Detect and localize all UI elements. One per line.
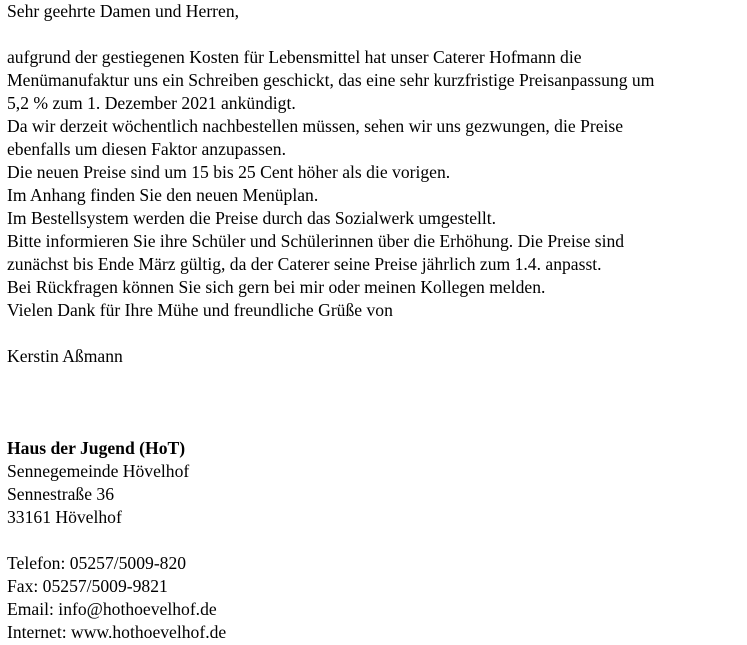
spacer	[7, 322, 745, 345]
body-line: Da wir derzeit wöchentlich nachbestellen müssen, sehen wir uns gezwungen, die Preise	[7, 116, 624, 136]
signature-name: Kerstin Aßmann	[7, 346, 123, 366]
spacer	[7, 23, 745, 46]
organization-city: 33161 Hövelhof	[7, 507, 122, 527]
body-line: Menümanufaktur uns ein Schreiben geschickt, das eine sehr kurzfristige Preisanpassung um	[7, 70, 655, 90]
email-document	[7, 0, 745, 644]
contact-block	[7, 552, 745, 644]
organization-block	[7, 437, 745, 529]
body-line: aufgrund der gestiegenen Kosten für Lebensmittel hat unser Caterer Hofmann die	[7, 47, 582, 67]
contact-fax: Fax: 05257/5009-9821	[7, 576, 168, 596]
salutation: Sehr geehrte Damen und Herren,	[7, 1, 240, 21]
organization-name: Haus der Jugend (HoT)	[7, 438, 186, 458]
spacer	[7, 529, 745, 552]
body-line: Vielen Dank für Ihre Mühe und freundliche Grüße von	[7, 300, 393, 320]
body-line: ebenfalls um diesen Faktor anzupassen.	[7, 139, 286, 159]
body-line: Im Anhang finden Sie den neuen Menüplan.	[7, 185, 319, 205]
body-line: Bei Rückfragen können Sie sich gern bei mir oder meinen Kollegen melden.	[7, 277, 546, 297]
letter-body	[7, 46, 745, 322]
body-line: Bitte informieren Sie ihre Schüler und Schülerinnen über die Erhöhung. Die Preise sind	[7, 231, 625, 251]
body-line: Die neuen Preise sind um 15 bis 25 Cent höher als die vorigen.	[7, 162, 451, 182]
body-line: 5,2 % zum 1. Dezember 2021 ankündigt.	[7, 93, 296, 113]
body-line: zunächst bis Ende März gültig, da der Caterer seine Preise jährlich zum 1.4. anpasst.	[7, 254, 602, 274]
spacer	[7, 368, 745, 437]
contact-phone: Telefon: 05257/5009-820	[7, 553, 187, 573]
contact-web: Internet: www.hothoevelhof.de	[7, 622, 227, 642]
organization-municipality: Sennegemeinde Hövelhof	[7, 461, 190, 481]
body-line: Im Bestellsystem werden die Preise durch das Sozialwerk umgestellt.	[7, 208, 497, 228]
contact-email: Email: info@hothoevelhof.de	[7, 599, 217, 619]
organization-street: Sennestraße 36	[7, 484, 114, 504]
